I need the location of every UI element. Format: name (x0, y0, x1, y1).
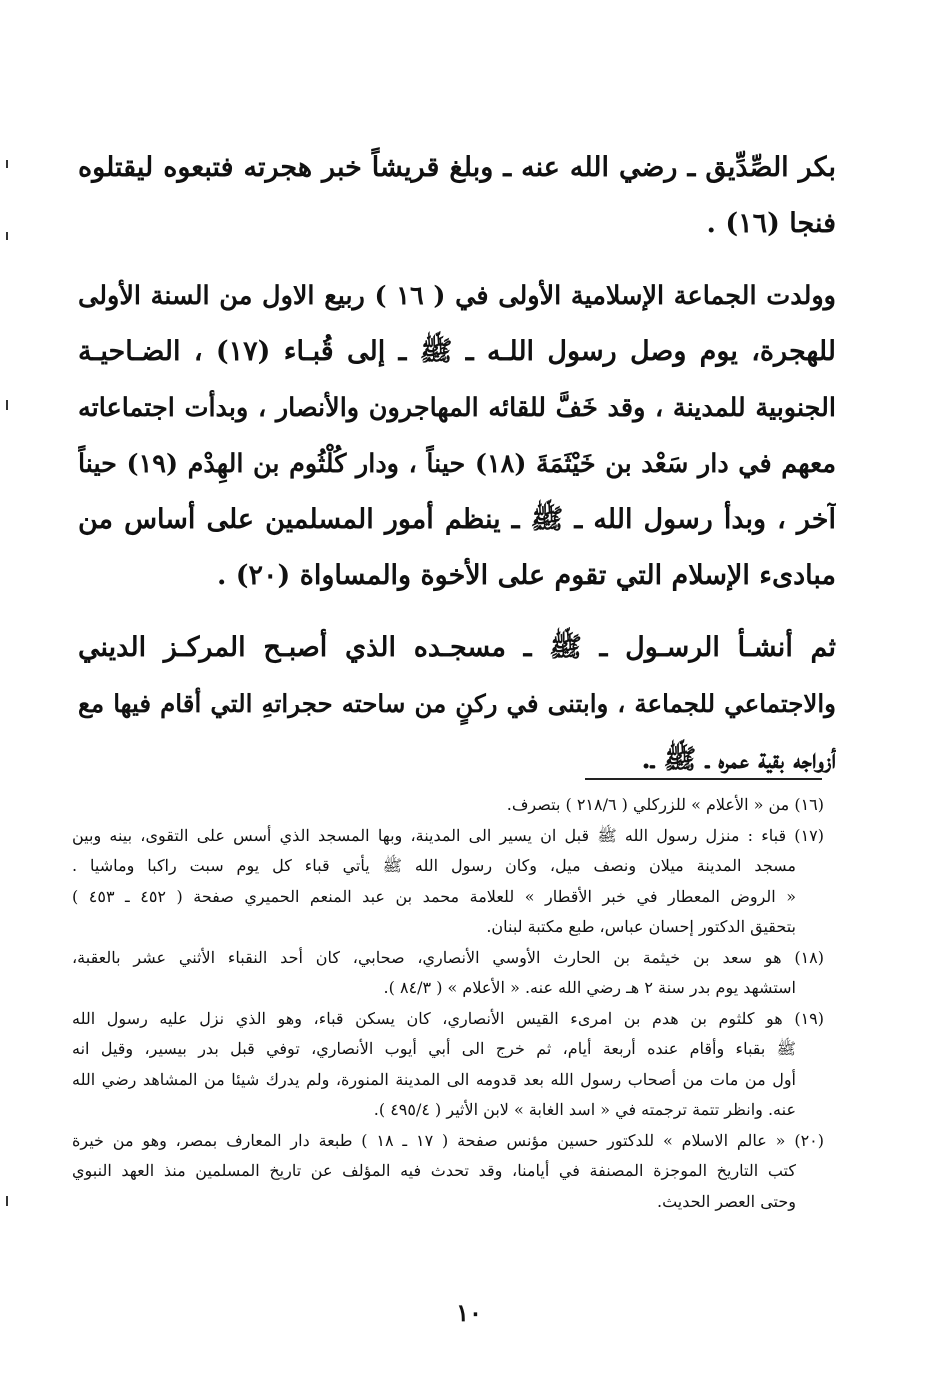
paragraph (78, 140, 836, 252)
main-text (78, 140, 836, 788)
text-line: فنجا (١٦) . (706, 208, 836, 239)
footnote-18 (72, 943, 824, 1004)
text-line: الجنوبية للمدينة ، وقد خَفَّ للقائه المهاجرون والأنصار ، وبدأت اجتماعاته (78, 393, 836, 423)
footnote-separator (585, 778, 822, 780)
footnote-line: عنه. وانظر تتمة ترجمته في « اسد الغابة » لابن الأثير ( ٤٩٥/٤ ). (373, 1100, 796, 1119)
text-line: ثم أنشـأ الرسـول ـ ﷺ ـ مسجـده الذي أصبـح المركـز الديني (78, 632, 836, 663)
footnote-line: (١٩) هو كلثوم بن هدم بن امرىء القيس الأنصاري، كان يسكن قباء، وهو الذي نزل عليه رسول الله (72, 1008, 824, 1028)
text-line: للهجرة، يوم وصل رسول اللـه ـ ﷺ ـ إلى قُبـاء (١٧) ، الضـاحيـة (78, 336, 836, 367)
paragraph (78, 620, 836, 788)
text-line: والاجتماعي للجماعة ، وابتنى في ركنٍ من ساحته حجراتهِ التي أقام فيها مع (78, 689, 836, 718)
footnote-line: (١٧) قباء : منزل رسول الله ﷺ قبل ان يسير الى المدينة، وبها المسجد الذي أسس على التقوى، بينه وبين (72, 825, 824, 845)
footnote-line: استشهد يوم بدر سنة ٢ هـ رضي الله عنه. « الأعلام » ( ٨٤/٣ ). (383, 978, 796, 997)
footnote-line: كتب التاريخ الموجزة المصنفة في أيامنا، وقد تحدث فيه المؤلف عن تاريخ المسلمين منذ العهد النبوي (72, 1161, 796, 1180)
paragraph (78, 268, 836, 604)
footnote-19 (72, 1004, 824, 1126)
footnote-line: مسجد المدينة ميلان ونصف ميل، وكان رسول الله ﷺ يأتي قباء كل يوم سبت راكبا وماشيا . (72, 856, 796, 875)
text-line: معهم في دار سَعْد بن خَيْثَمَةَ (١٨) حيناً ، ودار كُلْثُوم بن الهِدْم (١٩) حيناً (78, 449, 836, 479)
footnote-line: (٢٠) « عالم الاسلام » للدكتور حسين مؤنس صفحة ( ١٧ ـ ١٨ ) طبعة دار المعارف بمصر، وهو من خيرة (72, 1130, 824, 1150)
page-number: ١٠ (456, 1298, 482, 1327)
text-line: مبادىء الإسلام التي تقوم على الأخوة والمساواة (٢٠) . (216, 560, 836, 591)
text-line: أزواجه بقية عمره ـ ﷺ ـ. (641, 744, 836, 775)
footnote-16 (72, 790, 824, 821)
scan-edge-mark (6, 160, 8, 168)
text-line: وولدت الجماعة الإسلامية الأولى في ( ١٦ ) ربيع الاول من السنة الأولى (78, 281, 836, 311)
footnote-line: ﷺ بقباء وأقام عنده أربعة أيام، ثم خرج الى أبي أيوب الأنصاري، توفي قبل بدر بيسير، وقيل انه (72, 1039, 796, 1058)
footnote-line: أول من مات من أصحاب رسول الله بعد قدومه الى المدينة المنورة، ولم يدرك شيئا من المشاهد رضي الله (72, 1069, 796, 1089)
footnote-line: بتحقيق الدكتور إحسان عباس، طبع مكتبة لبنان. (486, 917, 796, 936)
scan-edge-mark (6, 232, 8, 240)
footnotes (72, 790, 824, 1217)
text-line: بكر الصِّدِّيق ـ رضي الله عنه ـ وبلغ قريشاً خبر هجرته فتبعوه ليقتلوه (78, 152, 836, 183)
footnote-20 (72, 1126, 824, 1218)
footnote-17 (72, 821, 824, 943)
scan-edge-mark (6, 400, 8, 410)
text-line: آخر ، وبدأ رسول الله ـ ﷺ ـ ينظم أمور المسلمين على أساس من (78, 504, 836, 535)
footnote-line: (١٦) من « الأعلام » للزركلي ( ٢١٨/٦ ) بتصرف. (506, 795, 824, 814)
footnote-line: وحتى العصر الحديث. (657, 1191, 796, 1211)
footnote-line: « الروض المعطار في خبر الأقطار » للعلامة محمد بن عبد المنعم الحميري صفحة ( ٤٥٢ ـ ٤٥٣ ) (72, 886, 796, 906)
scan-edge-mark (6, 1196, 8, 1206)
footnote-line: (١٨) هو سعد بن خيثمة بن الحارث الأوسي الأنصاري، صحابي، كان أحد النقباء الأثني عشر بالعقبة، (72, 947, 824, 967)
